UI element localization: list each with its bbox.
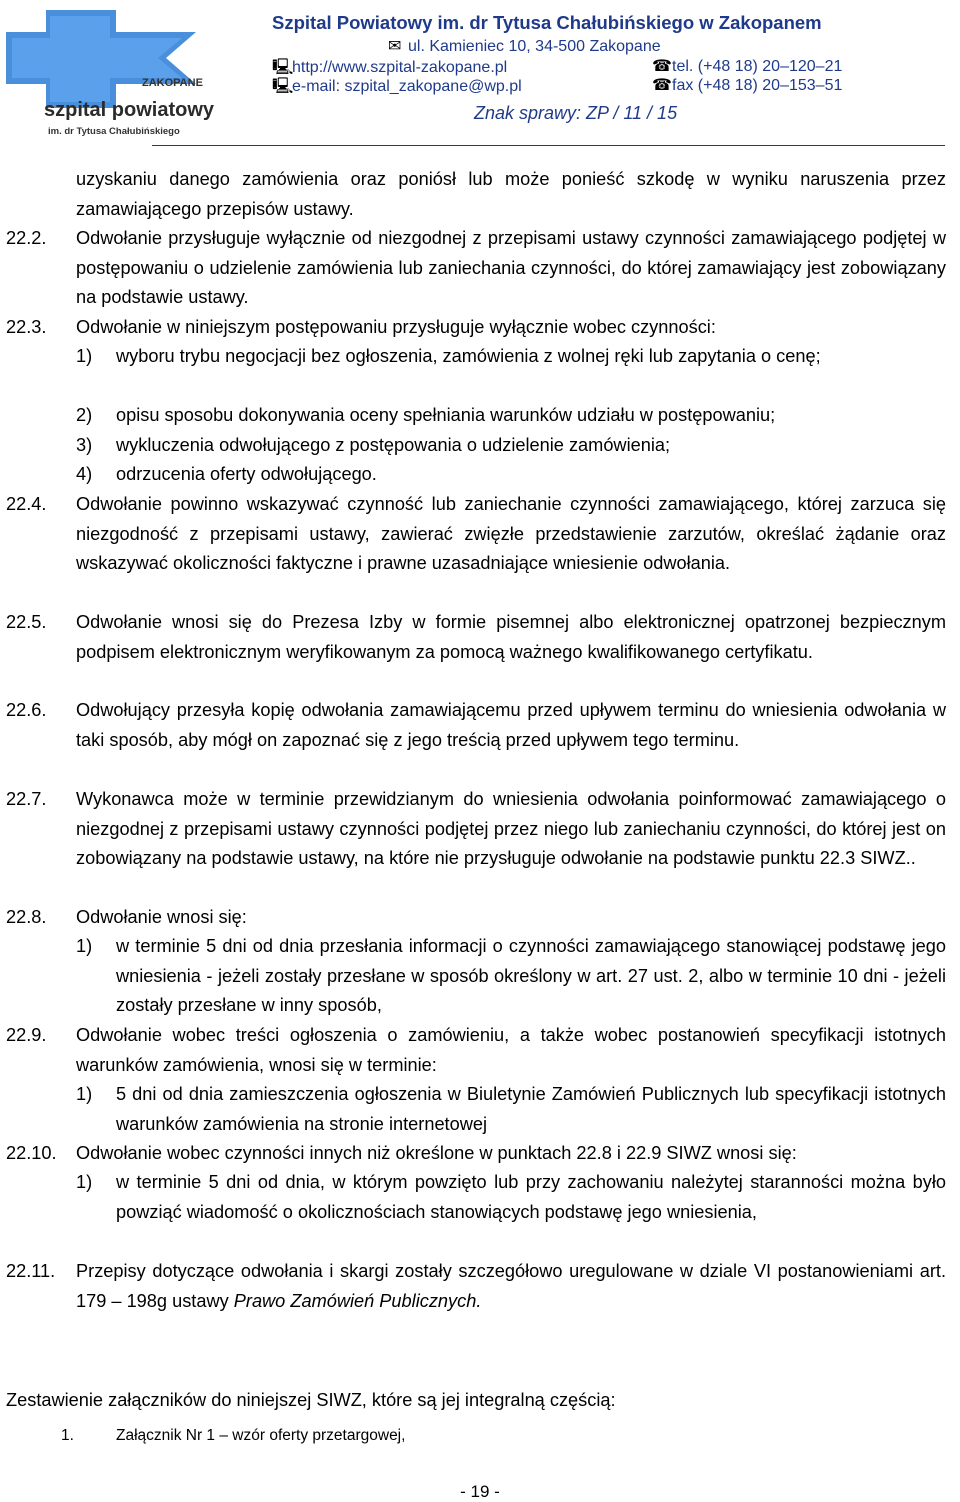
svg-text:szpital powiatowy: szpital powiatowy xyxy=(44,99,215,121)
law-title: Prawo Zamówień Publicznych. xyxy=(233,1290,482,1311)
phone-text: tel. (+48 18) 20–120–21 xyxy=(672,58,843,75)
list-item-number: 3) xyxy=(76,435,93,455)
svg-text:im. dr Tytusa Chałubińskiego: im. dr Tytusa Chałubińskiego xyxy=(48,126,180,137)
list-item-number: 1) xyxy=(76,1172,93,1192)
phone-icon: ☎ xyxy=(652,58,672,75)
fax-line xyxy=(652,75,842,95)
attachments-heading: Zestawienie załączników do niniejszej SIWZ, które są jej integralną częścią: xyxy=(6,1390,616,1410)
section-text: Odwołanie w niniejszym postępowaniu przysługuje wyłącznie wobec czynności: xyxy=(76,317,716,337)
phone-line xyxy=(652,56,842,76)
section-text: Odwołanie wobec treści ogłoszenia o zamówieniu, a także wobec postanowień specyfikacji istotnych warunków zamówienia, wnosi się w terminie: xyxy=(76,1025,946,1075)
section-text: Odwołanie wnosi się do Prezesa Izby w formie pisemnej albo elektronicznej opatrzonej bezpiecznym podpisem elektronicznym weryfikowanym za pomocą ważnego kwalifikowanego certyfikatu. xyxy=(76,612,946,662)
attachment-item: Załącznik Nr 1 – wzór oferty przetargowej, xyxy=(116,1427,406,1444)
section-text: Odwołujący przesyła kopię odwołania zamawiającemu przed upływem terminu do wniesienia odwołania w taki sposób, aby mógł on zapoznać się z jego treścią przed upływem tego terminu. xyxy=(76,700,946,750)
section-number: 22.5. xyxy=(6,612,47,632)
section-number: 22.7. xyxy=(6,789,47,809)
section-number: 22.3. xyxy=(6,317,47,337)
list-item-number: 1) xyxy=(76,1084,93,1104)
envelope-icon: ✉ xyxy=(388,38,402,55)
section-number: 22.8. xyxy=(6,907,47,927)
section-number: 22.10. xyxy=(6,1143,57,1163)
svg-text:ZAKOPANE: ZAKOPANE xyxy=(142,77,203,89)
computer-icon: 🖳 xyxy=(272,59,294,76)
section-text: Odwołanie powinno wskazywać czynność lub zaniechanie czynności zamawiającego, której zarzuca się niezgodność z przepisami ustawy, zawierać zwięzłe przedstawienie zarzutów, określać żądanie oraz wskazywać okoliczności faktyczne i prawne uzasadniające wniesienie odwołania. xyxy=(76,494,946,573)
section-number: 22.4. xyxy=(6,494,47,514)
phone-icon: ☎ xyxy=(652,77,672,94)
list-item: w terminie 5 dni od dnia przesłania informacji o czynności zamawiającego stanowiącej podstawę jego wniesienia - jeżeli zostały przesłane w sposób określony w art. 27 ust. 2, albo w terminie 10 dni - jeżeli zostały przesłane w inny sposób, xyxy=(116,936,946,1015)
list-item: odrzucenia oferty odwołującego. xyxy=(116,464,377,484)
case-sign: Znak sprawy: ZP / 11 / 15 xyxy=(474,103,678,123)
section-number: 22.2. xyxy=(6,228,47,248)
list-item: wyboru trybu negocjacji bez ogłoszenia, zamówienia z wolnej ręki lub zapytania o cenę; xyxy=(116,346,821,366)
continued-paragraph: uzyskaniu danego zamówienia oraz poniósł lub może ponieść szkodę w wyniku naruszenia przez zamawiającego przepisów ustawy. xyxy=(76,169,946,219)
page-number: - 19 - xyxy=(460,1482,500,1501)
list-item: 5 dni od dnia zamieszczenia ogłoszenia w Biuletynie Zamówień Publicznych lub specyfikacji istotnych warunków zamówienia na stronie internetowej xyxy=(116,1084,946,1134)
hospital-name: Szpital Powiatowy im. dr Tytusa Chałubińskiego w Zakopanem xyxy=(272,12,822,33)
section-number: 22.11. xyxy=(6,1261,56,1281)
fax-text: fax (+48 18) 20–153–51 xyxy=(672,77,843,94)
list-item: opisu sposobu dokonywania oceny spełniania warunków udziału w postępowaniu; xyxy=(116,405,776,425)
website-link[interactable]: http://www.szpital-zakopane.pl xyxy=(292,59,508,76)
list-item: w terminie 5 dni od dnia, w którym powzięto lub przy zachowaniu należytej staranności można było powziąć wiadomość o okolicznościach stanowiących podstawę jego wniesienia, xyxy=(116,1172,946,1222)
section-text: Odwołanie wobec czynności innych niż określone w punktach 22.8 i 22.9 SIWZ wnosi się: xyxy=(76,1143,797,1163)
computer-icon: 🖳 xyxy=(272,78,294,95)
list-item: wykluczenia odwołującego z postępowania o udzielenie zamówienia; xyxy=(116,435,671,455)
section-text: Wykonawca może w terminie przewidzianym do wniesienia odwołania poinformować zamawiającego o niezgodnej z przepisami ustawy czynności podjętej przez niego lub zaniechaniu czynności, do której jest on zobowiązany na podstawie ustawy, na które nie przysługuje odwołanie na podstawie punktu 22.3 SIWZ.. xyxy=(76,789,946,868)
list-item-number: 1) xyxy=(76,936,93,956)
section-number: 22.6. xyxy=(6,700,47,720)
list-item-number: 1) xyxy=(76,346,93,366)
header-divider xyxy=(152,145,945,146)
section-text: Odwołanie wnosi się: xyxy=(76,907,247,927)
attachment-number: 1. xyxy=(61,1427,74,1444)
list-item-number: 2) xyxy=(76,405,93,425)
address-text: ul. Kamieniec 10, 34-500 Zakopane xyxy=(408,38,661,55)
address-line xyxy=(388,36,661,56)
section-text: Odwołanie przysługuje wyłącznie od niezgodnej z przepisami ustawy czynności zamawiającego podjętej w postępowaniu o udzielenie zamówienia lub zaniechania czynności, do której zamawiający jest zobowiązany na podstawie ustawy. xyxy=(76,228,946,307)
section-number: 22.9. xyxy=(6,1025,47,1045)
section-text-main: Przepisy dotyczące odwołania i skargi zostały szczegółowo uregulowane w dziale VI postanowieniami art. 179 – 198g ustawy xyxy=(76,1261,946,1311)
section-text xyxy=(76,1257,946,1316)
hospital-logo xyxy=(6,10,216,140)
email-line[interactable] xyxy=(272,75,522,102)
list-item-number: 4) xyxy=(76,464,93,484)
email-link[interactable]: e-mail: szpital_zakopane@wp.pl xyxy=(292,78,522,95)
